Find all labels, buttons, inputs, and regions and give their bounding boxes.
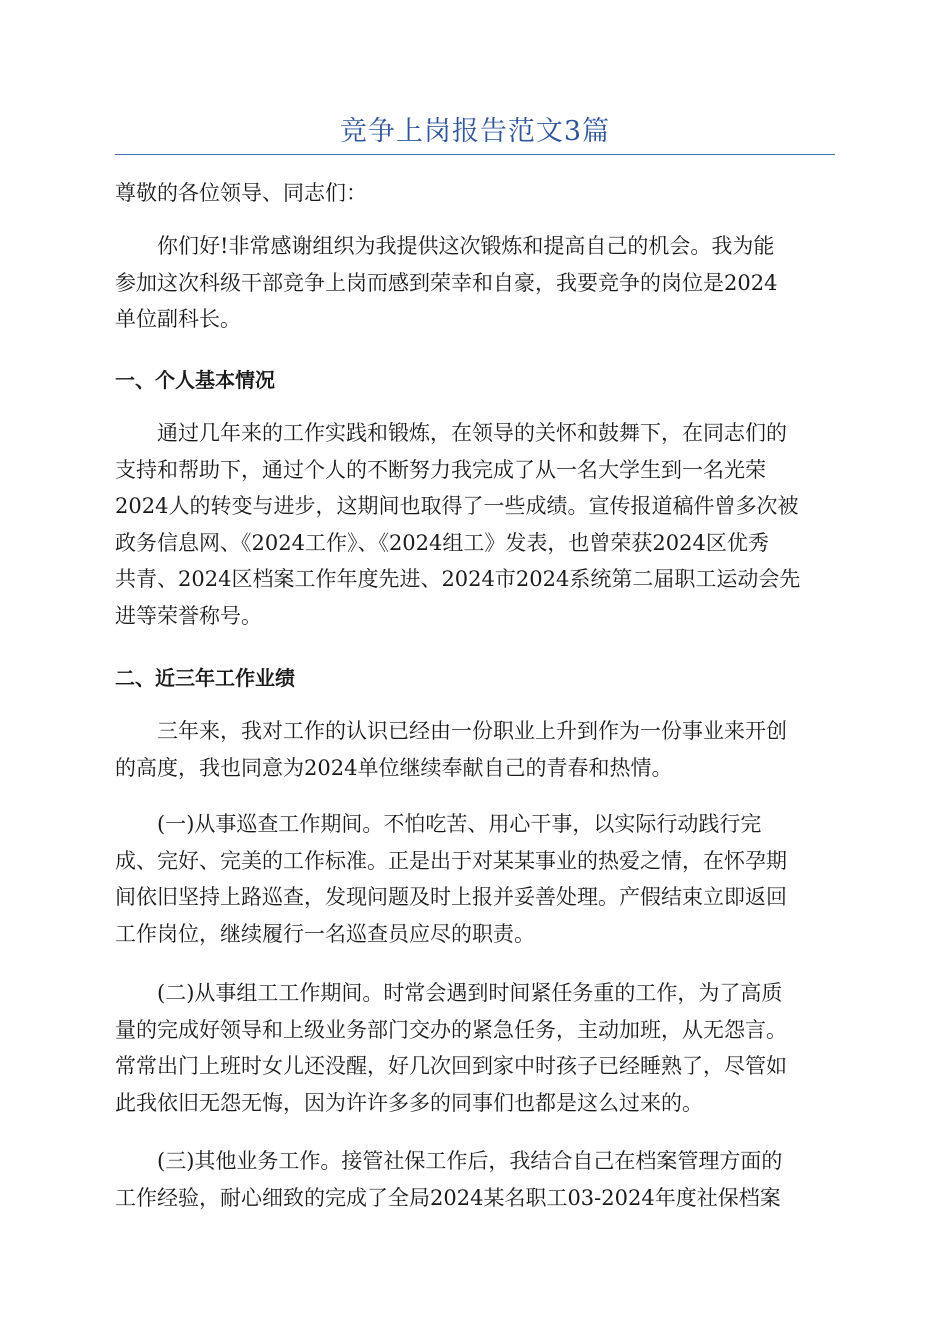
text-line: (一)从事巡查工作期间。不怕吃苦、用心干事，以实际行动践行完	[115, 812, 762, 836]
text-line: 政务信息网、《2024工作》、《2024组工》发表，也曾荣获2024区优秀	[115, 530, 769, 555]
text-line: 的高度，我也同意为2024单位继续奉献自己的青春和热情。	[115, 755, 673, 780]
text-line: 2024人的转变与进步，这期间也取得了一些成绩。宣传报道稿件曾多次被	[115, 494, 799, 518]
text-line: 进等荣誉称号。	[115, 603, 262, 628]
text-line: 支持和帮助下，通过个人的不断努力我完成了从一名大学生到一名光荣	[115, 457, 766, 482]
document-title: 竞争上岗报告范文3篇	[339, 116, 611, 147]
text-line: 常常出门上班时女儿还没醒，好几次回到家中时孩子已经睡熟了，尽管如	[115, 1054, 787, 1078]
text-line: 三年来，我对工作的认识已经由一份职业上升到作为一份事业来开创	[115, 719, 787, 743]
text-line: 参加这次科级干部竞争上岗而感到荣幸和自豪，我要竞争的岗位是2024	[115, 270, 778, 295]
paragraph-patrol-work	[115, 806, 835, 952]
text-line: 共青、2024区档案工作年度先进、2024市2024系统第二届职工运动会先	[115, 567, 801, 591]
section-heading-work-achievements	[115, 660, 835, 697]
title-underline	[115, 154, 835, 155]
salutation-text: 尊敬的各位领导、同志们：	[115, 181, 367, 205]
salutation	[115, 175, 835, 212]
text-line: 工作岗位，继续履行一名巡查员应尽的职责。	[115, 921, 535, 946]
text-line: 量的完成好领导和上级业务部门交办的紧急任务，主动加班，从无怨言。	[115, 1017, 787, 1042]
paragraph-greeting	[115, 228, 835, 338]
text-line: 成、完好、完美的工作标准。正是出于对某某事业的热爱之情，在怀孕期	[115, 848, 787, 873]
paragraph-other-work	[115, 1143, 835, 1216]
section-heading-personal-info	[115, 362, 835, 399]
text-line: 此我依旧无怨无悔，因为许许多多的同事们也都是这么过来的。	[115, 1090, 703, 1115]
text-line: 你们好!非常感谢组织为我提供这次锻炼和提高自己的机会。我为能	[115, 234, 775, 258]
text-line: 工作经验，耐心细致的完成了全局2024某名职工03-2024年度社保档案	[115, 1185, 781, 1210]
paragraph-organization-work	[115, 975, 835, 1121]
text-line: 间依旧坚持上路巡查，发现问题及时上报并妥善处理。产假结束立即返回	[115, 885, 787, 909]
heading-text: 二、近三年工作业绩	[115, 666, 295, 690]
paragraph-three-years	[115, 713, 835, 786]
text-line: (二)从事组工工作期间。时常会遇到时间紧任务重的工作，为了高质	[115, 981, 783, 1005]
paragraph-personal-info	[115, 415, 835, 634]
text-line: 单位副科长。	[115, 307, 241, 331]
text-line: (三)其他业务工作。接管社保工作后，我结合自己在档案管理方面的	[115, 1149, 783, 1173]
text-line: 通过几年来的工作实践和锻炼，在领导的关怀和鼓舞下，在同志们的	[115, 421, 787, 445]
heading-text: 一、个人基本情况	[115, 368, 275, 392]
